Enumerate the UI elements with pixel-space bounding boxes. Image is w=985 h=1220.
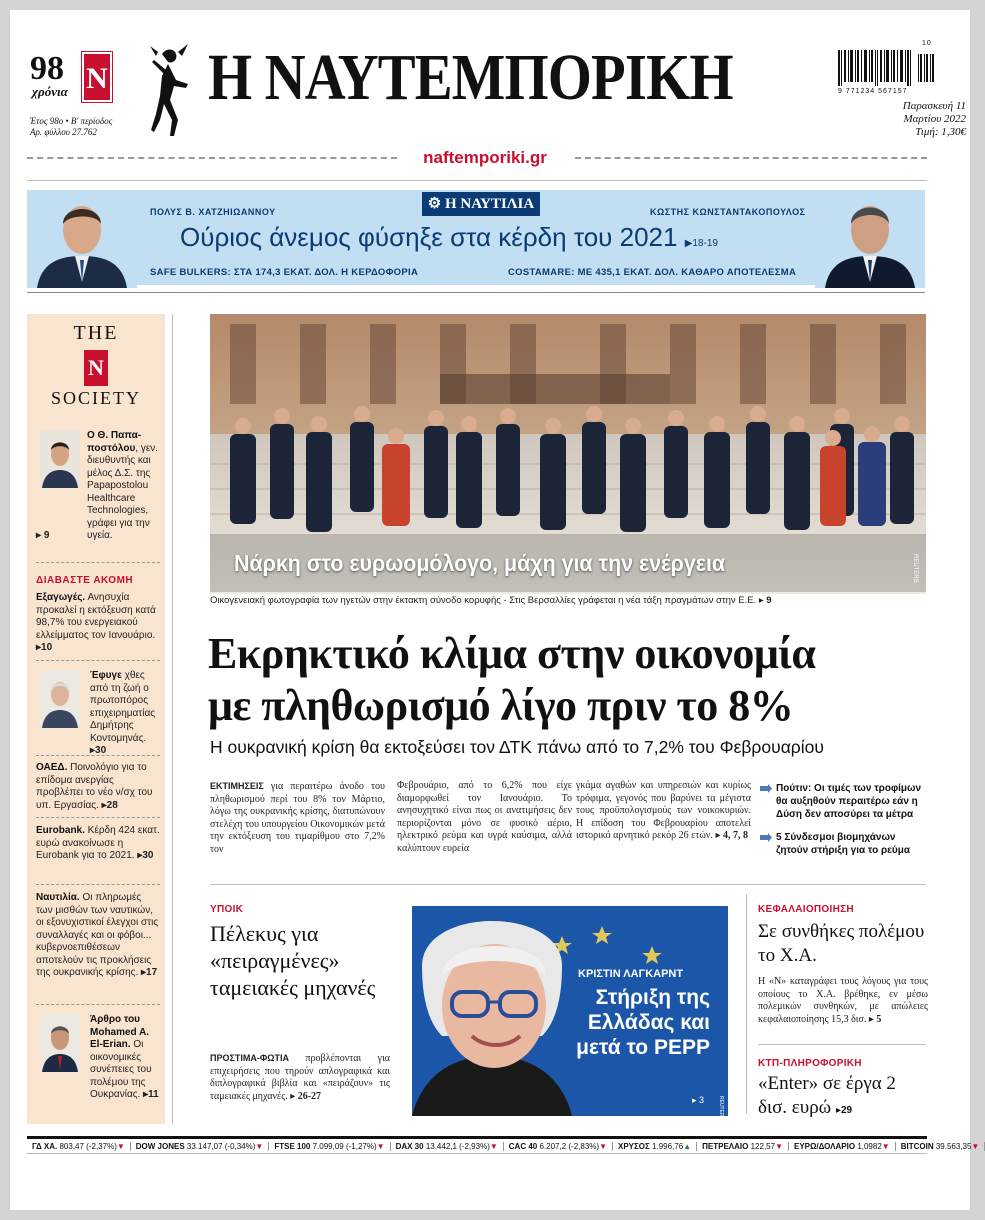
ticker-value: 1,0982 [857, 1141, 882, 1151]
sidebar-item-page: 28 [106, 799, 118, 811]
society-the: THE [73, 322, 119, 344]
arrow-down-icon: ▼ [116, 1141, 125, 1151]
barcode-digits: 9 771234 567157 [838, 88, 908, 95]
ypoik-title[interactable]: Πέλεκυς για «πειραγμένες» ταμειακές μηχανές [210, 921, 376, 1000]
banner-left-sub: SAFE BULKERS: ΣΤΑ 174,3 ΕΚΑΤ. ΔΟΛ. Η ΚΕΡΔΟΦΟΡΙΑ [150, 267, 419, 278]
ticker-value: 6.207,2 (-2,83%) [539, 1141, 600, 1151]
photo-credit: REUTERS [912, 554, 918, 583]
ticker-item [896, 1142, 985, 1151]
main-story-lead: ΕΚΤΙΜΗΣΕΙΣ [210, 781, 264, 791]
sidebar-item-obituary[interactable] [90, 670, 162, 758]
lagarde-name: ΚΡΙΣΤΙΝ ΛΑΓΚΑΡΝΤ [578, 968, 684, 980]
ticker-item [27, 1142, 131, 1151]
ticker-value: 1.996,76 [652, 1141, 684, 1151]
ticker-item [391, 1142, 504, 1151]
sidebar-item-page: 11 [148, 1089, 159, 1100]
ticker-name: ΓΔ ΧΑ. [32, 1141, 58, 1151]
date-day: Παρασκευή 11 [902, 100, 966, 112]
banner-headline-text: Ούριος άνεμος φύσηξε στα κέρδη του 2021 [180, 222, 678, 252]
arrow-down-icon: ▼ [971, 1141, 980, 1151]
sidebar-rule [36, 817, 160, 818]
website-link[interactable]: naftemporiki.gr [423, 148, 547, 167]
naftilia-logo-text: Η ΝΑΥΤΙΛΙΑ [444, 196, 535, 212]
sidebar-item-oaed[interactable] [36, 762, 160, 812]
read-more-heading: ΔΙΑΒΑΣΤΕ ΑΚΟΜΗ [36, 575, 134, 586]
ticker-item [789, 1142, 896, 1151]
ktp-title-text: «Enter» σε έργα 2 δισ. ευρώ [758, 1073, 896, 1118]
society-n-badge: N [84, 350, 108, 386]
ticker-name: DAX 30 [395, 1141, 424, 1151]
banner-left-name: ΠΟΛΥΣ Β. ΧΑΤΖΗΙΩΑΝΝΟΥ [150, 207, 276, 217]
n-logo-badge: N [82, 52, 112, 102]
barcode-issue: 10 [922, 40, 932, 47]
sidebar-item-text: χθες από τη ζωή ο πρωτοπόρος επιχειρηματίας Δημήτρης Κοντομηνάς. [90, 670, 156, 744]
hermes-logo-icon [148, 40, 198, 140]
main-story-col3-text: γκάμα αγαθών και υπηρεσιών και κυρίως τρόφιμα, γεγονός που βαρύνει τα μέγιστα τους προϋπολογισμούς των νοικοκυριών. Η επίδοση του Φεβρουαρίου αποτελεί ιστορικό αρνητικό ρεκόρ 26 ετών. [576, 780, 751, 841]
society-feature[interactable] [87, 430, 161, 543]
sidebar-item-lead: Άρθρο του Mohamed A. El-Erian. [90, 1014, 150, 1050]
photo-caption [210, 595, 926, 606]
masthead-rule [27, 180, 927, 181]
capital-body-text: Η «Ν» καταγράφει τους λόγους για τους οποίους το Χ.Α. βρέθηκε, εν μέσω πολεμικών συνθηκών, με απώλειες κεφαλαιοποίησης 15,3 δισ. [758, 976, 928, 1025]
sidebar-item-lead: Εξαγωγές. [36, 592, 86, 603]
page-arrow-icon: ▸ [141, 967, 147, 978]
ticker-item [504, 1142, 613, 1151]
ticker-value: 33.147,07 (-0,34%) [186, 1141, 256, 1151]
banner-page-ref: 18-19 [692, 238, 718, 249]
sidebar-item-text: Οι οικονομικές συνέπειες του πολέμου της Ουκρανίας. [90, 1039, 152, 1100]
sidebar-item-shipping[interactable] [36, 892, 160, 980]
capital-title[interactable]: Σε συνθήκες πολέμου το Χ.Α. [758, 921, 925, 966]
ticker-item [269, 1142, 390, 1151]
photo-caption-page: 9 [766, 595, 772, 606]
portrait-left-photo [27, 190, 137, 288]
banner-page-arrow-icon: ▶ [684, 238, 693, 249]
lagarde-headline[interactable]: Στήριξη της Ελλάδας και μετά το PEPP [576, 986, 710, 1059]
bullet-industry[interactable]: 5 Σύνδεσμοι βιομηχάνων ζητούν στήριξη για το ρεύμα [776, 832, 910, 856]
barcode-icon [838, 50, 936, 86]
main-story-col3 [576, 780, 751, 843]
sidebar-item-page: 30 [95, 745, 107, 756]
kontominas-photo [40, 670, 80, 728]
issue-info [30, 116, 140, 138]
sidebar-item-page: 10 [41, 642, 53, 653]
page-arrow-icon: ▸ [36, 530, 42, 541]
ticker-value: 39.563,35 [935, 1141, 972, 1151]
ticker-value: 122,57 [750, 1141, 776, 1151]
papapostolou-photo [40, 430, 80, 488]
ypoik-kicker: ΥΠΟΙΚ [210, 904, 244, 915]
photo-overlay-title[interactable]: Νάρκη στο ευρωομόλογο, μάχη για την ενέργεια [234, 550, 726, 576]
newspaper-front-page [10, 10, 980, 1210]
sidebar-item-text: Οι πληρωμές των μισθών των ναυτικών, οι εξονυχιστικοί έλεγχοι στις συναλλαγές και οι φόβοι... κυβερνοεπιθέσεων αποτελούν τις προκλήσεις της ουκρανικής κρίσης. [36, 892, 159, 978]
sidebar-item-lead: Έφυγε [90, 670, 122, 681]
section-rule [758, 1044, 926, 1045]
ypoik-lead: ΠΡΟΣΤΙΜΑ-ΦΩΤΙΑ [210, 1053, 289, 1063]
ticker-item [697, 1142, 789, 1151]
issue-number: Αρ. φύλλου 27.762 [30, 127, 97, 137]
main-story-col1-text: για περαιτέρω άνοδο του πληθωρισμού περί του 8% τον Μάρτιο, λόγω της ουκρανικής κρίσης, διατυπώνουν στελέχη του υπουργείου Οικονομικών μετά την εκτόξευση του τιμαρίθμου στο 7,2% τον [210, 781, 385, 855]
ticker-name: ΧΡΥΣΟΣ [617, 1141, 650, 1151]
sidebar-item-el-erian[interactable] [90, 1014, 162, 1102]
arrow-down-icon: ▼ [489, 1141, 498, 1151]
issue-line: Έτος 98o • Β' περίοδος [30, 116, 113, 126]
ktp-page: 29 [840, 1105, 853, 1116]
years-number: 98 [30, 50, 64, 87]
bullet-arrow-icon [760, 833, 772, 842]
arrow-down-icon: ▼ [255, 1141, 264, 1151]
sidebar-item-lead: Eurobank. [36, 825, 85, 836]
ticker-value: 13.442,1 (-2,93%) [425, 1141, 490, 1151]
banner-rule [27, 292, 925, 293]
sidebar-item-lead: Ναυτιλία. [36, 892, 80, 903]
naftilia-logo: ⚙ Η ΝΑΥΤΙΛΙΑ [422, 192, 540, 216]
arrow-down-icon: ▼ [599, 1141, 607, 1151]
column-divider [746, 894, 747, 1114]
ticker-name: CAC 40 [508, 1141, 538, 1151]
lagarde-page [692, 1095, 704, 1106]
page-arrow-icon: ▸ [758, 595, 764, 606]
masthead-divider-right [575, 157, 927, 159]
sidebar-rule [36, 562, 160, 563]
sidebar-divider [172, 314, 173, 1124]
bullet-putin[interactable]: Πούτιν: Οι τιμές των τροφίμων θα αυξηθούν περαιτέρω εάν η Δύση δεν αποσύρει τα μέτρα [776, 783, 922, 820]
price: Τιμή: 1,30€ [915, 126, 966, 138]
ticker-item [613, 1142, 697, 1151]
sidebar-rule [36, 660, 160, 661]
main-story-col1 [210, 780, 385, 856]
sidebar-item-text: Ανησυχία προκαλεί η εκτόξευση κατά 98,7% του ενεργειακού ελλείμματος τον Ιανουάριο. [36, 592, 156, 641]
ktp-kicker: ΚΤΠ-ΠΛΗΡΟΦΟΡΙΚΗ [758, 1058, 862, 1069]
main-headline-line2: με πληθωρισμό λίγο πριν το 8% [208, 681, 794, 730]
society-feature-page-number: 9 [43, 530, 50, 541]
capital-page: 5 [876, 1013, 882, 1025]
page-arrow-icon: ▸ [835, 1105, 841, 1116]
main-story-pages: 4, 7, 8 [722, 830, 748, 841]
photo-caption-text: Οικογενειακή φωτογραφία των ηγετών στην έκτακτη σύνοδο κορυφής - Στις Βερσαλλίες γράφεται η νέα τάξη πραγμάτων στην Ε.Ε. [210, 595, 757, 606]
page-arrow-icon: ▸ [90, 745, 96, 756]
main-story-col2: Φεβρουάριο, από το 6,2% που είχε διαμορφωθεί τον Ιανουάριο. Το ανησυχητικό είναι πως οι ανατιμήσεις δεν περιορίζονται μόνο σε φυσικό αέριο, ηλεκτρικό ρεύμα και υγρά καύσιμα, αλλά καλύπτουν ευρεία [397, 780, 572, 854]
sidebar-item-page: 17 [146, 967, 158, 978]
sidebar-item-text: Ποινολόγιο για το επίδομα ανεργίας προβλέπει το νέο ν/σχ του υπ. Εργασίας. [36, 762, 153, 811]
page-arrow-icon: ▸ [692, 1095, 697, 1105]
banner-right-sub: COSTAMARE: ΜΕ 435,1 ΕΚΑΤ. ΔΟΛ. ΚΑΘΑΡΟ ΑΠΟΤΕΛΕΣΜΑ [508, 267, 797, 278]
ticker-name: BITCOIN [900, 1141, 934, 1151]
page-arrow-icon: ▸ [290, 1090, 296, 1102]
ticker-name: ΕΥΡΩ/ΔΟΛΑΡΙΟ [793, 1141, 856, 1151]
page-arrow-icon: ▸ [137, 850, 143, 861]
capital-kicker: ΚΕΦΑΛΑΙΟΠΟΙΗΣΗ [758, 904, 854, 915]
ticker-name: ΠΕΤΡΕΛΑΙΟ [702, 1141, 749, 1151]
sidebar-item-eurobank[interactable] [36, 825, 160, 863]
ticker-item [131, 1142, 270, 1151]
society-feature-name: Ο Θ. Παπα-ποστόλου [87, 430, 142, 454]
ticker-value: 803,47 (-2,37%) [59, 1141, 117, 1151]
society-title: SOCIETY [51, 388, 141, 408]
portrait-right-photo [815, 190, 925, 288]
date-month: Μαρτίου 2022 [903, 113, 966, 125]
dateline [848, 100, 966, 139]
market-ticker [27, 1136, 980, 1154]
lagarde-photo-credit: REUTERS [718, 1096, 724, 1120]
page-arrow-icon: ▸ [715, 830, 721, 841]
ypoik-body [210, 1052, 390, 1103]
sidebar-rule [36, 755, 160, 756]
society-feature-text: , γεν. διευθυντής και μέλος Δ.Σ. της Papapostolou Healthcare Technologies, γράφει για την υγεία. [87, 442, 159, 541]
section-rule [210, 884, 926, 885]
main-subhead: Η ουκρανική κρίση θα εκτοξεύσει τον ΔΤΚ πάνω από το 7,2% του Φεβρουαρίου [210, 737, 824, 757]
sidebar-item-page: 30 [142, 850, 154, 861]
arrow-up-icon: ▲ [683, 1141, 692, 1151]
lagarde-page-number: 3 [699, 1095, 705, 1105]
sidebar-item-exports[interactable] [36, 592, 160, 655]
page-arrow-icon: ▸ [36, 642, 42, 653]
sidebar-item-text: Κέρδη 424 εκατ. ευρώ ανακοίνωσε η Eurobank για το 2021. [36, 825, 160, 861]
newspaper-title: Η ΝΑΥΤΕΜΠΟΡΙΚΗ [208, 41, 733, 114]
sidebar-item-lead: ΟΑΕΔ. [36, 762, 68, 773]
arrow-down-icon: ▼ [376, 1141, 385, 1151]
sidebar-rule [36, 884, 160, 885]
ypoik-body-text: προβλέπονται για επιχειρήσεις που τηρούν απλογραφικά και διπλογραφικά βιβλία και «πειράζουν» τις ταμειακές μηχανές. [210, 1053, 390, 1102]
ticker-name: FTSE 100 [274, 1141, 311, 1151]
society-feature-page [36, 530, 49, 543]
ypoik-pages: 26-27 [297, 1090, 322, 1102]
main-headline[interactable] [208, 628, 928, 732]
ticker-name: DOW JONES [135, 1141, 185, 1151]
main-headline-line1: Εκρηκτικό κλίμα στην οικονομία [208, 629, 816, 678]
sidebar-rule [36, 1004, 160, 1005]
masthead-divider-left [27, 157, 397, 159]
page-arrow-icon: ▸ [101, 799, 107, 811]
page-arrow-icon: ▸ [143, 1089, 149, 1100]
bullet-arrow-icon [760, 784, 772, 793]
ticker-value: 7.099,09 (-1,27%) [312, 1141, 377, 1151]
el-erian-photo [40, 1014, 80, 1072]
arrow-down-icon: ▼ [881, 1141, 890, 1151]
capital-body [758, 976, 928, 1026]
banner-headline[interactable] [180, 222, 740, 253]
years-word: χρόνια [32, 84, 68, 99]
ktp-title[interactable] [758, 1072, 928, 1123]
page-arrow-icon: ▸ [868, 1013, 874, 1025]
banner-right-name: ΚΩΣΤΗΣ ΚΩΝΣΤΑΝΤΑΚΟΠΟΥΛΟΣ [650, 207, 806, 217]
arrow-down-icon: ▼ [775, 1141, 783, 1151]
